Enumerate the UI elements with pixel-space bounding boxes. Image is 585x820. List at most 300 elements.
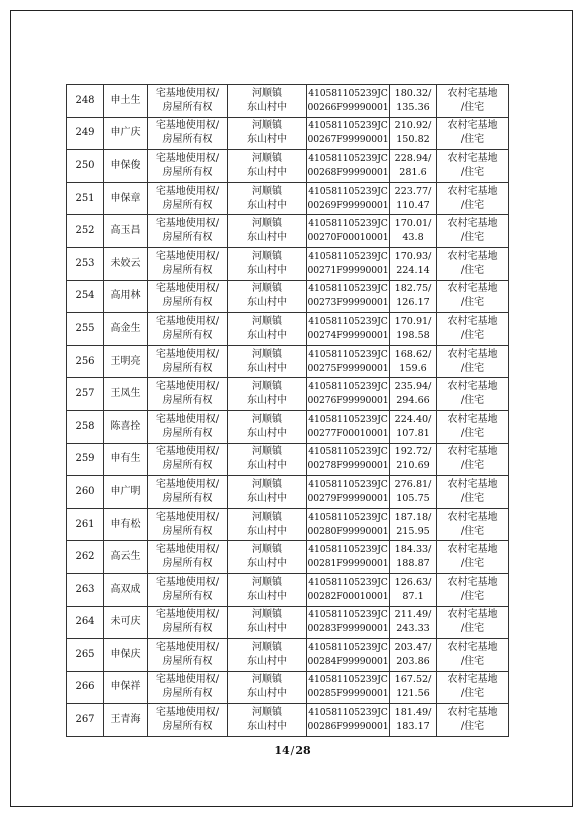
location-text: 东山村中	[247, 655, 287, 667]
unit-code-cell	[307, 378, 390, 411]
area-cell	[390, 704, 437, 737]
right-type-cell	[148, 443, 228, 476]
land-use-text: /住宅	[460, 232, 485, 244]
right-type-text: 房屋所有权	[162, 688, 213, 700]
right-type-text: 宅基地使用权/	[155, 511, 220, 523]
right-type-cell	[148, 345, 228, 378]
right-type-text: 房屋所有权	[162, 460, 213, 472]
location-text: 东山村中	[247, 134, 287, 146]
area-cell	[390, 247, 437, 280]
area-text: 281.6	[399, 166, 427, 178]
land-use-text: 农村宅基地	[447, 315, 498, 327]
area-cell	[390, 215, 437, 248]
location-text: 河顺镇	[252, 544, 282, 556]
location-cell	[228, 182, 307, 215]
table-row	[67, 704, 509, 737]
land-use-cell	[437, 85, 509, 118]
row-number-text: 265	[75, 648, 95, 660]
owner-name-text: 未姣云	[110, 257, 141, 269]
unit-code-text: 00286F99990001	[307, 721, 389, 733]
right-type-text: 房屋所有权	[162, 427, 213, 439]
table-row	[67, 345, 509, 378]
location-cell	[228, 671, 307, 704]
location-cell	[228, 541, 307, 574]
location-text: 东山村中	[247, 329, 287, 341]
land-use-text: 农村宅基地	[447, 381, 498, 393]
location-text: 河顺镇	[252, 120, 282, 132]
table-row	[67, 671, 509, 704]
land-use-text: 农村宅基地	[447, 87, 498, 99]
land-use-text: /住宅	[460, 134, 485, 146]
land-use-text: 农村宅基地	[447, 707, 498, 719]
land-use-cell	[437, 443, 509, 476]
area-text: 167.52/	[394, 674, 432, 686]
row-number-text: 260	[75, 485, 95, 497]
unit-code-text: 00282F00010001	[307, 590, 389, 602]
owner-name-text: 高云生	[110, 551, 141, 563]
location-text: 河顺镇	[252, 641, 282, 653]
row-number-text: 252	[75, 225, 95, 237]
land-use-text: /住宅	[460, 264, 485, 276]
owner-name-cell	[104, 410, 148, 443]
area-text: 243.33	[396, 623, 430, 635]
area-cell	[390, 573, 437, 606]
right-type-text: 宅基地使用权/	[155, 348, 220, 360]
location-cell	[228, 508, 307, 541]
area-cell	[390, 476, 437, 509]
area-cell	[390, 639, 437, 672]
area-text: 184.33/	[394, 544, 432, 556]
unit-code-cell	[307, 573, 390, 606]
table-row	[67, 443, 509, 476]
unit-code-text: 410581105239JC	[308, 381, 388, 393]
unit-code-text: 00281F99990001	[307, 558, 389, 570]
right-type-text: 宅基地使用权/	[155, 707, 220, 719]
right-type-cell	[148, 704, 228, 737]
land-use-text: 农村宅基地	[447, 609, 498, 621]
land-use-text: 农村宅基地	[447, 218, 498, 230]
area-cell	[390, 313, 437, 346]
unit-code-text: 00276F99990001	[307, 395, 389, 407]
row-number-cell	[67, 541, 104, 574]
row-number-cell	[67, 85, 104, 118]
unit-code-text: 00271F99990001	[307, 264, 389, 276]
owner-name-cell	[104, 247, 148, 280]
owner-name-text: 王明亮	[110, 355, 141, 367]
area-cell	[390, 410, 437, 443]
owner-name-cell	[104, 606, 148, 639]
owner-name-text: 陈喜拴	[110, 420, 141, 432]
right-type-cell	[148, 573, 228, 606]
right-type-text: 宅基地使用权/	[155, 544, 220, 556]
row-number-cell	[67, 508, 104, 541]
land-use-cell	[437, 117, 509, 150]
right-type-text: 房屋所有权	[162, 264, 213, 276]
row-number-text: 251	[75, 192, 95, 204]
land-use-text: /住宅	[460, 688, 485, 700]
unit-code-text: 00269F99990001	[307, 199, 389, 211]
unit-code-text: 00277F00010001	[307, 427, 389, 439]
unit-code-text: 00283F99990001	[307, 623, 389, 635]
area-text: 180.32/	[394, 87, 432, 99]
right-type-text: 宅基地使用权/	[155, 478, 220, 490]
location-text: 河顺镇	[252, 413, 282, 425]
owner-name-cell	[104, 150, 148, 183]
row-number-text: 254	[75, 290, 95, 302]
unit-code-text: 00270F00010001	[307, 232, 389, 244]
location-text: 河顺镇	[252, 152, 282, 164]
location-text: 东山村中	[247, 362, 287, 374]
unit-code-text: 00267F99990001	[307, 134, 389, 146]
right-type-text: 房屋所有权	[162, 558, 213, 570]
right-type-text: 房屋所有权	[162, 134, 213, 146]
table-row	[67, 606, 509, 639]
area-text: 187.18/	[394, 511, 432, 523]
table-row	[67, 280, 509, 313]
right-type-cell	[148, 378, 228, 411]
unit-code-text: 410581105239JC	[308, 120, 388, 132]
owner-name-text: 申有松	[110, 518, 141, 530]
row-number-text: 253	[75, 257, 95, 269]
area-text: 170.93/	[394, 250, 432, 262]
area-cell	[390, 378, 437, 411]
owner-name-text: 申广明	[110, 485, 141, 497]
location-cell	[228, 573, 307, 606]
owner-name-cell	[104, 345, 148, 378]
unit-code-text: 410581105239JC	[308, 674, 388, 686]
location-text: 东山村中	[247, 264, 287, 276]
unit-code-text: 00274F99990001	[307, 329, 389, 341]
location-cell	[228, 378, 307, 411]
row-number-cell	[67, 215, 104, 248]
land-use-text: 农村宅基地	[447, 283, 498, 295]
unit-code-cell	[307, 85, 390, 118]
location-text: 河顺镇	[252, 511, 282, 523]
location-text: 河顺镇	[252, 315, 282, 327]
right-type-text: 房屋所有权	[162, 721, 213, 733]
row-number-cell	[67, 117, 104, 150]
location-text: 河顺镇	[252, 674, 282, 686]
row-number-cell	[67, 671, 104, 704]
unit-code-text: 410581105239JC	[308, 348, 388, 360]
area-text: 170.01/	[394, 218, 432, 230]
unit-code-cell	[307, 182, 390, 215]
land-use-text: 农村宅基地	[447, 544, 498, 556]
unit-code-text: 410581105239JC	[308, 250, 388, 262]
right-type-text: 房屋所有权	[162, 232, 213, 244]
row-number-text: 257	[75, 388, 95, 400]
right-type-text: 宅基地使用权/	[155, 674, 220, 686]
area-text: 182.75/	[394, 283, 432, 295]
location-text: 河顺镇	[252, 609, 282, 621]
row-number-cell	[67, 182, 104, 215]
area-text: 126.63/	[394, 576, 432, 588]
unit-code-cell	[307, 508, 390, 541]
land-use-text: 农村宅基地	[447, 641, 498, 653]
area-cell	[390, 606, 437, 639]
land-use-text: /住宅	[460, 460, 485, 472]
location-text: 东山村中	[247, 199, 287, 211]
unit-code-cell	[307, 704, 390, 737]
right-type-text: 房屋所有权	[162, 329, 213, 341]
land-use-text: 农村宅基地	[447, 478, 498, 490]
right-type-text: 宅基地使用权/	[155, 413, 220, 425]
unit-code-text: 410581105239JC	[308, 609, 388, 621]
unit-code-cell	[307, 606, 390, 639]
row-number-cell	[67, 378, 104, 411]
land-use-text: 农村宅基地	[447, 576, 498, 588]
land-use-text: /住宅	[460, 558, 485, 570]
owner-name-text: 申保章	[110, 192, 141, 204]
right-type-cell	[148, 410, 228, 443]
location-text: 东山村中	[247, 525, 287, 537]
area-text: 181.49/	[394, 707, 432, 719]
area-text: 210.92/	[394, 120, 432, 132]
right-type-text: 宅基地使用权/	[155, 218, 220, 230]
land-use-cell	[437, 573, 509, 606]
table-row	[67, 182, 509, 215]
area-text: 150.82	[396, 134, 430, 146]
area-text: 192.72/	[394, 446, 432, 458]
area-text: 228.94/	[394, 152, 432, 164]
location-text: 河顺镇	[252, 348, 282, 360]
land-use-text: /住宅	[460, 721, 485, 733]
table-row	[67, 117, 509, 150]
land-use-cell	[437, 410, 509, 443]
owner-name-text: 高玉昌	[110, 225, 141, 237]
area-cell	[390, 117, 437, 150]
unit-code-text: 410581105239JC	[308, 152, 388, 164]
area-text: 183.17	[396, 721, 430, 733]
right-type-text: 宅基地使用权/	[155, 381, 220, 393]
right-type-cell	[148, 541, 228, 574]
land-use-text: 农村宅基地	[447, 152, 498, 164]
owner-name-text: 申广庆	[110, 127, 141, 139]
unit-code-text: 00268F99990001	[307, 166, 389, 178]
owner-name-text: 王凤生	[110, 388, 141, 400]
right-type-cell	[148, 639, 228, 672]
location-cell	[228, 117, 307, 150]
row-number-text: 248	[75, 94, 95, 106]
location-text: 河顺镇	[252, 446, 282, 458]
row-number-cell	[67, 247, 104, 280]
unit-code-cell	[307, 313, 390, 346]
right-type-text: 房屋所有权	[162, 166, 213, 178]
land-use-text: /住宅	[460, 297, 485, 309]
location-text: 东山村中	[247, 427, 287, 439]
owner-name-text: 高双成	[110, 583, 141, 595]
owner-name-cell	[104, 280, 148, 313]
unit-code-cell	[307, 476, 390, 509]
location-text: 东山村中	[247, 460, 287, 472]
right-type-cell	[148, 606, 228, 639]
land-use-text: /住宅	[460, 199, 485, 211]
row-number-text: 263	[75, 583, 95, 595]
land-use-cell	[437, 639, 509, 672]
owner-name-cell	[104, 704, 148, 737]
row-number-cell	[67, 606, 104, 639]
owner-name-cell	[104, 443, 148, 476]
page-current: 14	[274, 744, 290, 757]
row-number-text: 266	[75, 681, 95, 693]
unit-code-text: 410581105239JC	[308, 511, 388, 523]
row-number-text: 262	[75, 551, 95, 563]
row-number-text: 255	[75, 322, 95, 334]
area-text: 188.87	[396, 558, 430, 570]
area-cell	[390, 150, 437, 183]
area-text: 224.40/	[394, 413, 432, 425]
area-text: 198.58	[396, 329, 430, 341]
location-text: 河顺镇	[252, 185, 282, 197]
area-cell	[390, 280, 437, 313]
area-cell	[390, 671, 437, 704]
unit-code-cell	[307, 150, 390, 183]
land-use-text: /住宅	[460, 623, 485, 635]
area-cell	[390, 182, 437, 215]
location-cell	[228, 313, 307, 346]
row-number-cell	[67, 345, 104, 378]
right-type-text: 房屋所有权	[162, 623, 213, 635]
land-use-text: /住宅	[460, 395, 485, 407]
page-separator: /	[290, 744, 295, 757]
table-row	[67, 410, 509, 443]
land-use-text: 农村宅基地	[447, 511, 498, 523]
row-number-cell	[67, 150, 104, 183]
owner-name-cell	[104, 215, 148, 248]
area-cell	[390, 443, 437, 476]
land-use-text: 农村宅基地	[447, 348, 498, 360]
unit-code-text: 410581105239JC	[308, 283, 388, 295]
location-cell	[228, 410, 307, 443]
row-number-cell	[67, 280, 104, 313]
table-row	[67, 313, 509, 346]
unit-code-cell	[307, 443, 390, 476]
area-cell	[390, 345, 437, 378]
land-use-text: /住宅	[460, 166, 485, 178]
area-text: 110.47	[396, 199, 430, 211]
owner-name-cell	[104, 85, 148, 118]
location-text: 东山村中	[247, 492, 287, 504]
location-text: 东山村中	[247, 101, 287, 113]
table-row	[67, 639, 509, 672]
unit-code-text: 00279F99990001	[307, 492, 389, 504]
land-use-cell	[437, 182, 509, 215]
land-use-text: /住宅	[460, 427, 485, 439]
location-text: 河顺镇	[252, 218, 282, 230]
area-text: 126.17	[396, 297, 430, 309]
right-type-text: 房屋所有权	[162, 590, 213, 602]
row-number-cell	[67, 639, 104, 672]
row-number-text: 259	[75, 453, 95, 465]
area-text: 210.69	[396, 460, 430, 472]
owner-name-cell	[104, 476, 148, 509]
right-type-text: 房屋所有权	[162, 395, 213, 407]
unit-code-text: 00273F99990001	[307, 297, 389, 309]
page-number	[0, 744, 585, 757]
owner-name-cell	[104, 573, 148, 606]
location-text: 河顺镇	[252, 478, 282, 490]
right-type-text: 宅基地使用权/	[155, 152, 220, 164]
right-type-cell	[148, 85, 228, 118]
owner-name-cell	[104, 639, 148, 672]
page-total: 28	[295, 744, 311, 757]
location-cell	[228, 443, 307, 476]
row-number-text: 258	[75, 420, 95, 432]
area-text: 170.91/	[394, 315, 432, 327]
location-text: 河顺镇	[252, 87, 282, 99]
area-text: 107.81	[396, 427, 430, 439]
land-use-text: 农村宅基地	[447, 674, 498, 686]
right-type-cell	[148, 182, 228, 215]
location-cell	[228, 345, 307, 378]
land-use-cell	[437, 671, 509, 704]
area-text: 87.1	[402, 590, 424, 602]
row-number-cell	[67, 704, 104, 737]
area-text: 159.6	[399, 362, 427, 374]
table-row	[67, 247, 509, 280]
location-cell	[228, 280, 307, 313]
location-text: 河顺镇	[252, 283, 282, 295]
unit-code-text: 410581105239JC	[308, 218, 388, 230]
right-type-text: 宅基地使用权/	[155, 87, 220, 99]
unit-code-text: 410581105239JC	[308, 315, 388, 327]
location-text: 河顺镇	[252, 707, 282, 719]
location-text: 东山村中	[247, 623, 287, 635]
unit-code-text: 410581105239JC	[308, 576, 388, 588]
land-use-cell	[437, 150, 509, 183]
row-number-text: 267	[75, 714, 95, 726]
table-row	[67, 85, 509, 118]
right-type-text: 宅基地使用权/	[155, 120, 220, 132]
area-text: 121.56	[396, 688, 430, 700]
land-use-text: /住宅	[460, 362, 485, 374]
table-row	[67, 215, 509, 248]
right-type-cell	[148, 313, 228, 346]
right-type-text: 房屋所有权	[162, 101, 213, 113]
land-use-cell	[437, 508, 509, 541]
location-text: 东山村中	[247, 395, 287, 407]
right-type-cell	[148, 508, 228, 541]
unit-code-text: 410581105239JC	[308, 544, 388, 556]
right-type-cell	[148, 150, 228, 183]
right-type-text: 宅基地使用权/	[155, 609, 220, 621]
land-use-cell	[437, 606, 509, 639]
unit-code-cell	[307, 280, 390, 313]
owner-name-text: 王青海	[110, 714, 141, 726]
land-use-cell	[437, 541, 509, 574]
land-use-cell	[437, 378, 509, 411]
location-text: 河顺镇	[252, 381, 282, 393]
land-use-text: /住宅	[460, 101, 485, 113]
row-number-cell	[67, 476, 104, 509]
area-text: 43.8	[402, 232, 424, 244]
row-number-text: 250	[75, 159, 95, 171]
owner-name-text: 申保庆	[110, 648, 141, 660]
unit-code-cell	[307, 345, 390, 378]
right-type-text: 房屋所有权	[162, 655, 213, 667]
row-number-cell	[67, 443, 104, 476]
owner-name-text: 申有生	[110, 453, 141, 465]
land-use-text: 农村宅基地	[447, 413, 498, 425]
right-type-cell	[148, 476, 228, 509]
owner-name-cell	[104, 378, 148, 411]
right-type-cell	[148, 215, 228, 248]
area-text: 223.77/	[394, 185, 432, 197]
area-text: 235.94/	[394, 381, 432, 393]
land-use-text: /住宅	[460, 525, 485, 537]
owner-name-text: 高金生	[110, 322, 141, 334]
location-cell	[228, 476, 307, 509]
